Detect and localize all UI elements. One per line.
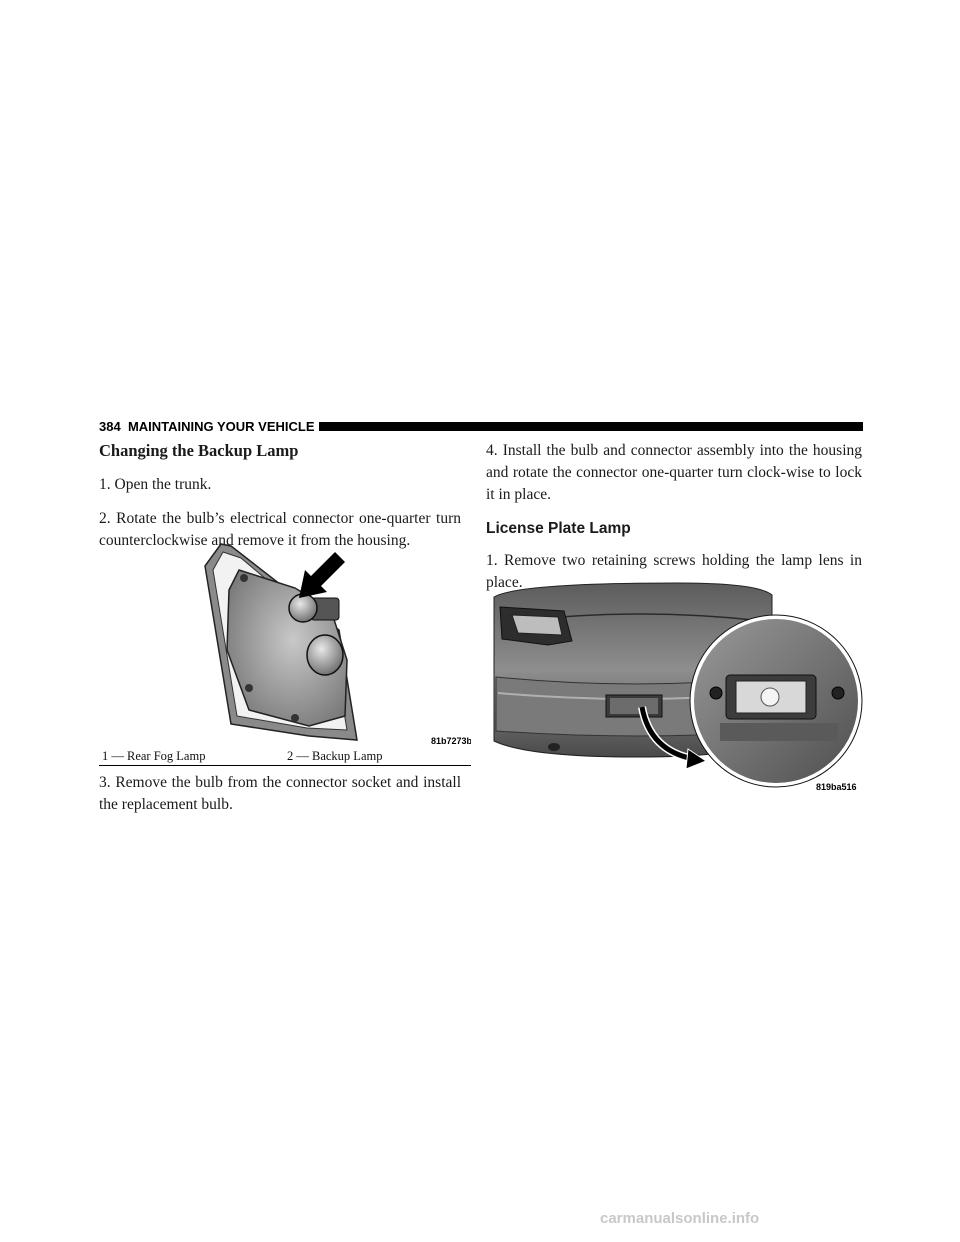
figure1-code: 81b7273b [431, 736, 471, 746]
section-title: MAINTAINING YOUR VEHICLE [127, 419, 315, 434]
right-column [486, 440, 862, 594]
page-header [99, 418, 863, 436]
tail-lamp-illustration [99, 540, 471, 766]
backup-step-4: 4. Install the bulb and connector assembly into the housing and rotate the connector one-quarter turn clock-wise to lock it in place. [486, 442, 862, 503]
left-column [99, 440, 461, 552]
caption-item-2: 2 — Backup Lamp [287, 749, 383, 763]
backup-step-3: 3. Remove the bulb from the connector socket and install the replacement bulb. [99, 774, 461, 813]
license-plate-heading: License Plate Lamp [486, 520, 631, 537]
backup-step-1: 1. Open the trunk. [99, 476, 212, 493]
watermark: carmanualsonline.info [600, 1210, 760, 1227]
backup-step-2: 2. Rotate the bulb’s electrical connector one-quarter turn counterclockwise and remove it from the housing. [99, 510, 461, 549]
figure-license-lamp [488, 581, 866, 795]
page-number: 384 [99, 419, 121, 434]
figure1-caption [99, 749, 471, 766]
left-column-continued [99, 772, 461, 816]
caption-item-1: 1 — Rear Fog Lamp [102, 749, 206, 763]
header-title [99, 418, 315, 436]
figure2-code: 819ba516 [816, 782, 857, 792]
figure-tail-lamp [99, 540, 471, 766]
license-step-1: 1. Remove two retaining screws holding the lamp lens in place. [486, 552, 862, 591]
license-lamp-illustration [488, 581, 866, 795]
header-rule [319, 422, 863, 431]
backup-lamp-heading: Changing the Backup Lamp [99, 441, 299, 460]
